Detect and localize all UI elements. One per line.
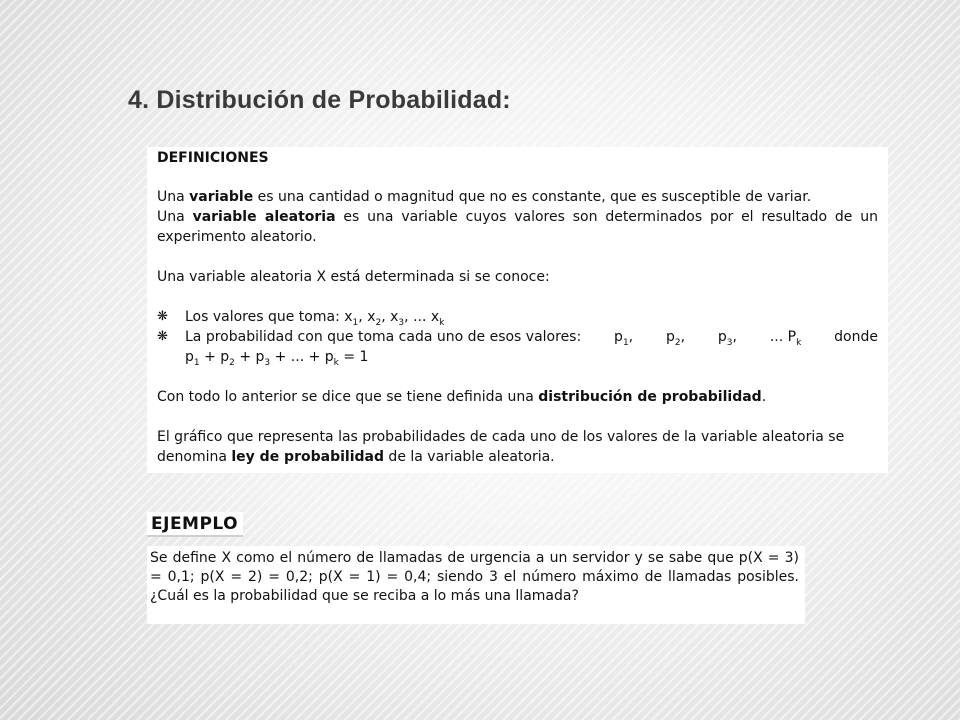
bold-term: distribución de probabilidad [538,389,762,405]
probability-sum-formula: $p_1 + p_2 + p_3$ + ... + $p_k = 1$ [185,349,369,368]
subscript: k [439,317,445,328]
text-fragment: Una [157,189,190,205]
probability-law-statement [157,427,878,467]
text-fragment: La probabilidad con que toma cada uno de esos valores: [185,329,582,345]
asterisk-bullet-icon: ❋ [157,329,168,344]
text-fragment: Los valores que toma: [185,309,345,325]
example-box [147,546,805,624]
bold-term: variable [189,189,254,205]
subscript: 1 [352,317,359,328]
random-variable-definition [157,207,878,247]
text-fragment: es una cantidad o magnitud que no es constante, que es susceptible de variar. [253,189,812,205]
list-intro: Una variable aleatoria X está determinada si se conoce: [157,269,550,285]
bullet-item-values [157,307,878,327]
text-fragment: . [761,389,767,405]
bold-term: variable aleatoria [192,209,336,225]
math-pk: ... $P_k$ [769,329,802,348]
text-fragment: , [404,309,414,325]
bullet-item-probabilities [157,327,878,347]
math-p2: $p_2$, [665,329,686,348]
text-fragment: Una [157,209,193,225]
math-var: x [367,309,376,325]
math-var: x [430,309,440,325]
math-p1: $p_1$, [614,329,634,348]
example-text: Se define X como el número de llamadas de urgencia a un servidor y se sabe que p(X = 3) = 0,1; p(X = 2) = 0,2; p(X = 1) = 0,4; siendo 3 el número máximo de llamadas posibles. ¿Cuál es la probabilidad que se reciba a lo más una llamada? [150,550,799,604]
slide-title: 4. Distribución de Probabilidad: [128,86,511,114]
text-fragment: Con todo lo anterior se dice que se tiene definida una [157,389,539,405]
math-var: x [344,309,353,325]
text-donde: donde [834,329,878,345]
text-fragment: El gráfico que representa las probabilidades de cada uno de los valores de la variable aleatoria se denomina [157,429,845,465]
text-fragment: , [381,309,391,325]
example-heading: EJEMPLO [147,512,243,537]
subscript: 3 [398,317,405,328]
text-fragment: es una variable cuyos valores son determinados por el resultado de un experimento aleatorio. [157,209,879,245]
math-p3: $p_3$, [717,329,737,348]
definitions-box [147,147,888,473]
variable-definition [157,187,878,207]
text-fragment: de la variable aleatoria. [383,449,555,465]
math-var: x [390,309,399,325]
distribution-statement [157,387,878,407]
text-fragment: , [358,309,368,325]
text-fragment: ... [413,309,431,325]
bold-term: ley de probabilidad [231,449,384,465]
subscript: 2 [375,317,382,328]
asterisk-bullet-icon: ❋ [157,309,168,324]
definitions-heading: DEFINICIONES [157,150,269,166]
